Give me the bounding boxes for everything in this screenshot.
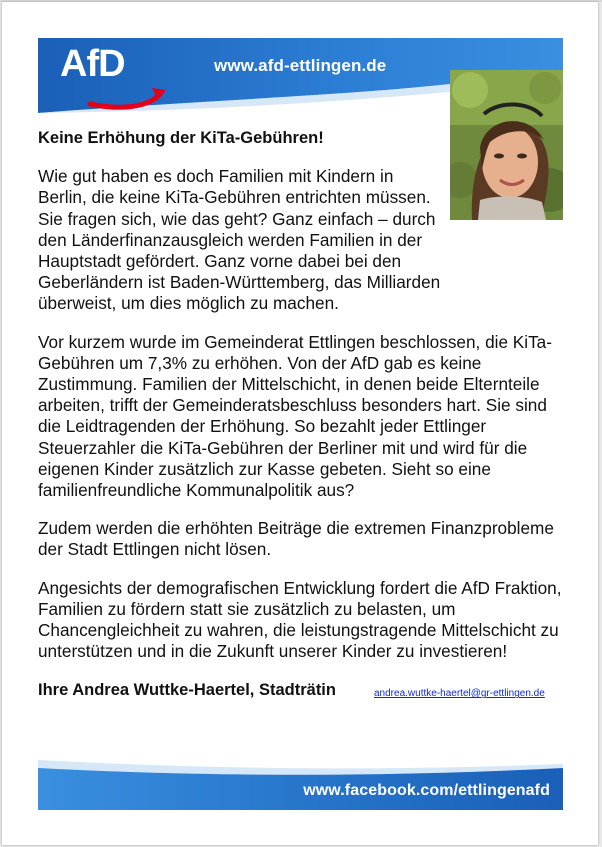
- afd-logo: AfD: [60, 43, 125, 85]
- footer-facebook-url[interactable]: www.facebook.com/ettlingenafd: [303, 782, 550, 799]
- paragraph-1: [38, 166, 443, 314]
- signature-name: Ihre Andrea Wuttke-Haertel, Stadträtin: [38, 681, 336, 700]
- paragraph-4: Angesichts der demografischen Entwicklung fordert die AfD Fraktion, Familien zu fördern statt sie zusätzlich zu belasten, um Chancengleichheit zu wahren, die leistungstragende Mittelschicht zu unterstützen und in die Zukunft unserer Kinder zu investieren!: [38, 577, 562, 662]
- footer-banner: [38, 760, 563, 810]
- paragraph-3: Zudem werden die erhöhten Beiträge die extremen Finanzprobleme der Stadt Ettlingen nicht lösen.: [38, 518, 554, 560]
- signature-line: [38, 680, 568, 701]
- article-headline: Keine Erhöhung der KiTa-Gebühren!: [38, 129, 324, 147]
- paragraph-1-text: Wie gut haben es doch Familien mit Kindern in Berlin, die keine KiTa-Gebühren entrichten müssen. Sie fragen sich, wie das geht? Ganz einfach – durch den Länderfinanzausgleich werden Familien in der Hauptstadt gefördert. Ganz vorne dabei bei den Geberländern ist Baden-Württemberg, das Milliarden überweist, um dies möglich zu machen.: [38, 166, 441, 314]
- article-body: [38, 120, 568, 702]
- paragraph-2: Vor kurzem wurde im Gemeinderat Ettlingen beschlossen, die KiTa-Gebühren um 7,3% zu erhöhen. Von der AfD gab es keine Zustimmung. Familien der Mittelschicht, in denen beide Elternteile arbeiten, trifft der Gemeinderatsbeschluss besonders hart. Sie sind die Leidtragenden der Erhöhung. So bezahlt jeder Ettlinger Steuerzahler die KiTa-Gebühren der Berliner mit und wird für die eigenen Kinder zusätzlich zur Kasse gebeten. Sieht so eine familienfreundliche Kommunalpolitik aus?: [38, 331, 552, 501]
- email-link[interactable]: andrea.wuttke-haertel@gr-ettlingen.de: [374, 688, 545, 700]
- header-website-url[interactable]: www.afd-ettlingen.de: [214, 56, 387, 75]
